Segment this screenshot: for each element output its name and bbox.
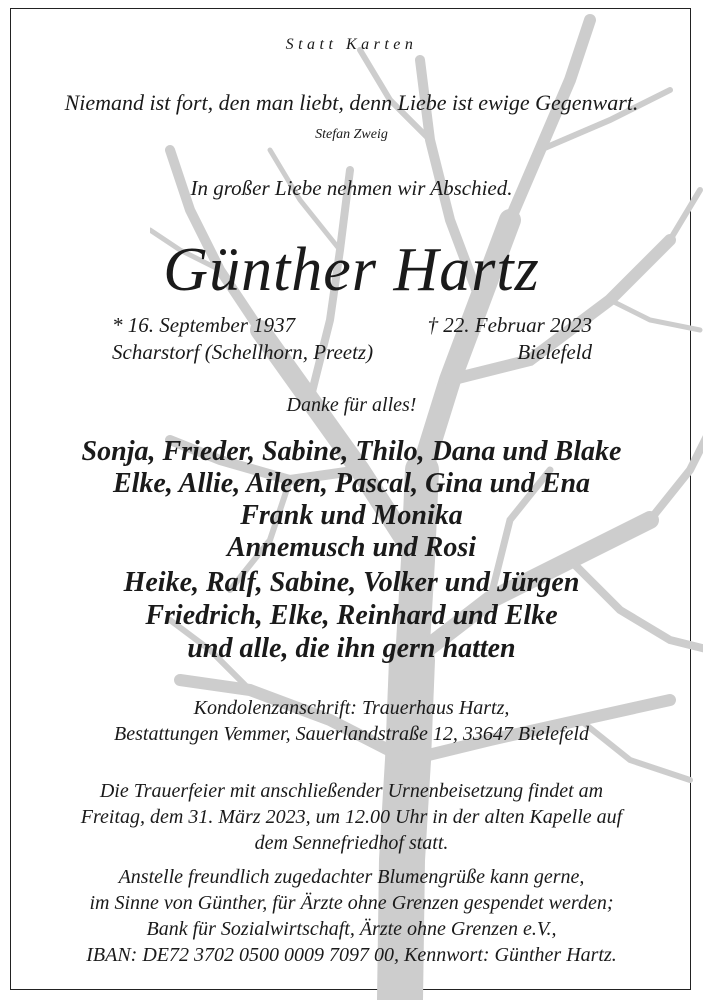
- condolence-address: Kondolenzanschrift: Trauerhaus Hartz,: [193, 697, 510, 719]
- quote-author: Stefan Zweig: [315, 127, 388, 142]
- quote-text: Niemand ist fort, den man liebt, denn Liebe ist ewige Gegenwart.: [64, 90, 639, 115]
- death-place: Bielefeld: [517, 340, 592, 364]
- birth-info: [112, 313, 373, 365]
- ceremony-info: Freitag, dem 31. März 2023, um 12.00 Uhr in der alten Kapelle auf: [80, 806, 623, 828]
- death-info: [428, 313, 593, 365]
- death-date: † 22. Februar 2023: [427, 313, 592, 337]
- ceremony-info: Die Trauerfeier mit anschließender Urnenbeisetzung findet am: [99, 780, 604, 802]
- family-line: Elke, Allie, Aileen, Pascal, Gina und Ena: [112, 468, 591, 499]
- donation-info: Bank für Sozialwirtschaft, Ärzte ohne Grenzen e.V.,: [146, 918, 557, 940]
- farewell-line: In großer Liebe nehmen wir Abschied.: [190, 176, 513, 200]
- birth-date: * 16. September 1937: [112, 313, 296, 337]
- condolence-address: Bestattungen Vemmer, Sauerlandstraße 12, 33647 Bielefeld: [114, 723, 589, 745]
- family-line: Frank und Monika: [240, 500, 463, 531]
- thanks-line: Danke für alles!: [286, 394, 417, 416]
- family-line: Sonja, Frieder, Sabine, Thilo, Dana und Blake: [81, 436, 622, 467]
- birth-place: Scharstorf (Schellhorn, Preetz): [112, 340, 374, 364]
- family-line: Friedrich, Elke, Reinhard und Elke: [145, 600, 558, 631]
- deceased-name: Günther Hartz: [163, 236, 540, 304]
- donation-info: IBAN: DE72 3702 0500 0009 7097 00, Kennwort: Günther Hartz.: [86, 944, 617, 966]
- statt-karten-heading: Statt Karten: [285, 36, 418, 53]
- donation-info: Anstelle freundlich zugedachter Blumengrüße kann gerne,: [118, 866, 585, 888]
- ceremony-info: dem Sennefriedhof statt.: [254, 832, 449, 854]
- donation-info: im Sinne von Günther, für Ärzte ohne Grenzen gespendet werden;: [89, 892, 614, 914]
- family-line: Heike, Ralf, Sabine, Volker und Jürgen: [123, 567, 580, 598]
- family-line: Annemusch und Rosi: [227, 532, 476, 563]
- family-line: und alle, die ihn gern hatten: [187, 633, 516, 664]
